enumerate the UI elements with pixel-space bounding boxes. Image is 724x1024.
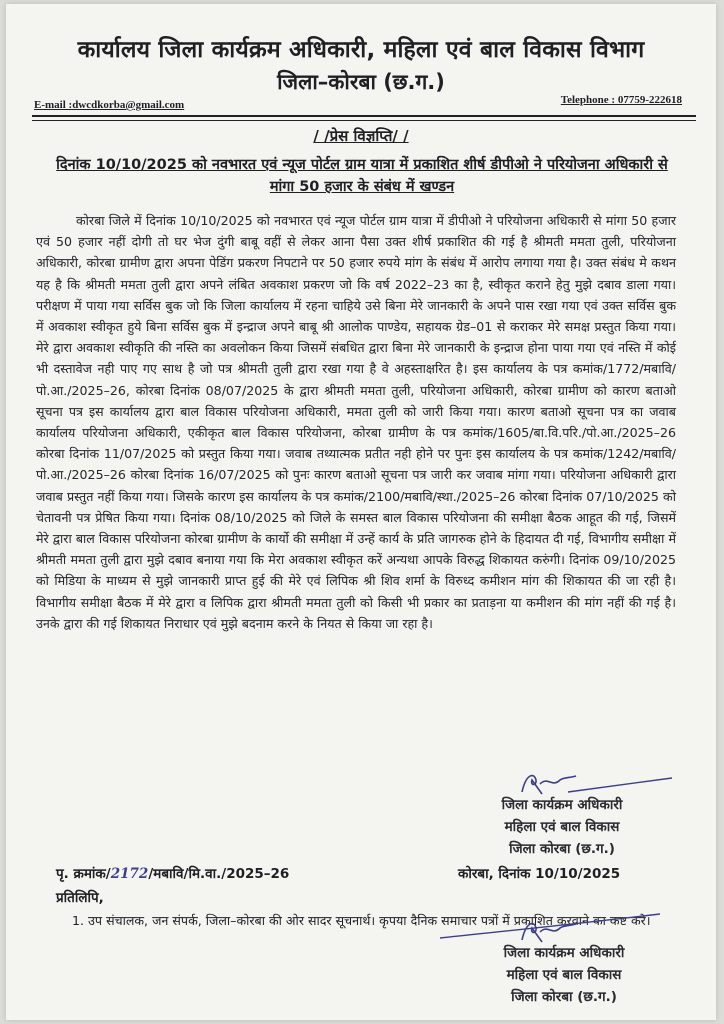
office-title: कार्यालय जिला कार्यक्रम अधिकारी, महिला एवं बाल विकास विभाग	[77, 37, 645, 63]
signatory-designation-2: जिला कार्यक्रम अधिकारी	[503, 945, 625, 961]
signatory-block	[462, 794, 662, 860]
office-telephone: Telephone : 07759-222618	[560, 94, 682, 106]
header-rule-thick	[32, 115, 696, 117]
signatory-district: जिला कोरबा (छ.ग.)	[509, 841, 615, 857]
reference-suffix: /मबावि/मि.वा./2025–26	[148, 866, 290, 882]
document-page	[6, 4, 716, 1020]
copy-to-label: प्रतिलिपि,	[56, 890, 104, 906]
issue-date: कोरबा, दिनांक 10/10/2025	[458, 866, 621, 882]
signatory-designation: जिला कार्यक्रम अधिकारी	[501, 797, 623, 813]
body-paragraph: कोरबा जिले में दिनांक 10/10/2025 को नवभारत एवं न्यूज पोर्टल ग्राम यात्रा में डीपीओ ने परियोजना अधिकारी से मांगा 50 हजार एवं 50 हजार नहीं दोगी तो घर भेज दुंगी बाबू वहीं से लेकर आना पैसा उक्त शीर्ष प्रकाशित की गई है श्रीमती ममता तुली, परियोजना अधिकारी, कोरबा ग्रामीण द्वारा अपना पेडिंग प्रकरण निपटाने पर 50 हजार रुपये मांग के संबंध में आरोप लगाया गया है। उक्त संबंध मे कथन यह है कि श्रीमती ममता तुली द्वारा अपने लंबित अवकाश प्रकरण जो कि वर्ष 2022–23 का है, स्वीकृत कराने हेतु मुझे दबाव डाला गया। परीक्षण में पाया गया सर्विस बुक जो कि जिला कार्यालय में रहना चाहिये उसे बिना मेरे जानकारी के अपने पास रखा गया एवं उक्त सर्विस बुक में अवकाश स्वीकृत हुये बिना सर्विस बुक में इन्द्राज अपने बाबू श्री आलोक पाण्डेय, सहायक ग्रेड–01 से कराकर मेरे समक्ष प्रस्तुत किया गया। मेरे द्वारा अवकाश स्वीकृति की नस्ति का अवलोकन किया जिसमें संबधित द्वारा बिना मेरे जानकारी के इन्द्राज होना पाया गया एवं नस्ति में कोई भी दस्तावेज नही पाए गए साथ है जो पत्र श्रीमती तुली द्वारा रखा गया है वे अहस्ताक्षरित है। इस कार्यालय के पत्र कमांक/1772/मबावि/पो.आ./2025–26, कोरबा दिनांक 08/07/2025 के द्वारा श्रीमती ममता तुली, परियोजना अधिकारी, कोरबा ग्रामीण को कारण बताओ सूचना पत्र इस कार्यालय द्वारा बाल विकास परियोजना अधिकारी, ममता तुली को जारी किया गया। कारण बताओ सूचना पत्र का जवाब कार्यालय परियोजना अधिकारी, एकीकृत बाल विकास परियोजना, कोरबा ग्रामीण के पत्र कमांक/1605/बा.वि.परि./पो.आ./2025–26 कोरबा दिनांक 11/07/2025 को प्रस्तुत किया गया। जवाब तथ्यात्मक प्रतीत नही होने पर पुनः इस कार्यालय के पत्र कमांक/1242/मबावि/पो.आ./2025–26 कोरबा दिनांक 16/07/2025 को पुनः कारण बताओ सूचना पत्र जारी कर जवाब मांगा गया। परियोजना अधिकारी द्वारा जवाब प्रस्तुत नहीं किया गया। जिसके कारण इस कार्यालय के पत्र कमांक/2100/मबावि/स्था./2025–26 कोरबा दिनांक 07/10/2025 को चेतावनी पत्र प्रेषित किया गया। दिनांक 08/10/2025 को जिले के समस्त बाल विकास परियोजना की समीक्षा बैठक आहूत की गई, जिसमें मेरे द्वारा बाल विकास परियोजना कोरबा ग्रामीण के कार्यो की समीक्षा में उन्हें कार्य के प्रति जागरुक होने के हिदायत दी गई, विभागीय समीक्षा में श्रीमती ममता तुली द्वारा मुझे दबाव बनाया गया कि मेरा अवकाश स्वीकृत करें अन्यथा आपके विरुद्ध शिकायत करुंगी। दिनांक 09/10/2025 को मिडिया के माध्यम से मुझे जानकारी प्राप्त हुई की मेरे एवं लिपिक श्री शिव शर्मा के विरुध्द कमीशन मांग की शिकायत की जा रही है। विभागीय समीक्षा बैठक में मेरे द्वारा व लिपिक द्वारा श्रीमती ममता तुली को किसी भी प्रकार का प्रताड़ना या कमीशन की मांग नहीं की गई है। उनके द्वारा की गई शिकायत निराधार एवं मुझे बदनाम करने के नियत से किया जा रहा है।	[36, 213, 676, 631]
headline: दिनांक 10/10/2025 को नवभारत एवं न्यूज पोर्टल ग्राम यात्रा में प्रकाशित शीर्ष डीपीओ ने परियोजना अधिकारी से मांगा 50 हजार के संबंध में खण्डन	[56, 157, 668, 195]
signatory-department-2: महिला एवं बाल विकास	[506, 967, 622, 983]
reference-handwritten-number: 2172	[110, 866, 149, 882]
office-email: E-mail :dwcdkorba@gmail.com	[34, 99, 185, 111]
press-release-label: / /प्रेस विज्ञप्ति/ /	[313, 127, 409, 145]
copy-to-item: 1. उप संचालक, जन संपर्क, जिला–कोरबा की ओर सादर सूचनार्थ। कृपया दैनिक समाचार पत्रों में प्रकाशित करवाने का कष्ट करे।	[72, 913, 651, 928]
signatory-block-2	[464, 942, 664, 1008]
reference-prefix: पृ. क्रमांक/	[56, 866, 111, 882]
header-rule-thin	[32, 120, 696, 121]
signatory-district-2: जिला कोरबा (छ.ग.)	[511, 989, 617, 1005]
signatory-department: महिला एवं बाल विकास	[504, 819, 620, 835]
office-district: जिला–कोरबा (छ.ग.)	[277, 70, 445, 94]
reference-number	[56, 864, 289, 882]
